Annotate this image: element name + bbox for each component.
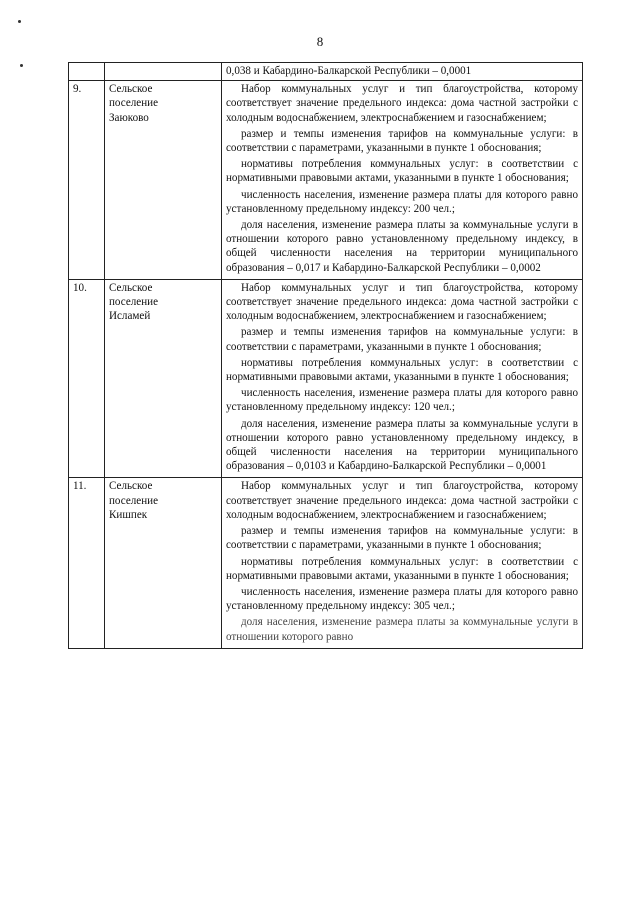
paragraph: доля населения, изменение размера платы за коммунальные услуги в отношении которого равно установленному предельному индексу, в общей численности населения на территории муниципального образования – 0,017 и Кабардино-Балкарской Республики – 0,0002: [226, 219, 578, 274]
row-number-cell: 11.: [69, 478, 105, 648]
paragraph: численность населения, изменение размера платы для которого равно установленному предельному индексу: 305 чел.;: [226, 585, 578, 613]
row-number-cell: 9.: [69, 81, 105, 280]
table-row: [69, 81, 583, 280]
settlement-name-line: Сельское: [109, 83, 153, 96]
table-row: [69, 279, 583, 478]
paragraph: нормативы потребления коммунальных услуг: в соответствии с нормативными правовыми актами, указанными в пункте 1 обоснования;: [226, 555, 578, 582]
table-row: [69, 63, 583, 81]
description-cell: [222, 279, 583, 478]
document-table: [68, 62, 583, 649]
settlement-name-line: поселение: [109, 494, 159, 507]
paragraph: Набор коммунальных услуг и тип благоустройства, которому соответствует значение предельного индекса: дома частной застройки с холодным водоснабжением, электроснабжением и газоснабжением;: [226, 281, 578, 323]
paragraph: нормативы потребления коммунальных услуг: в соответствии с нормативными правовыми актами, указанными в пункте 1 обоснования;: [226, 158, 578, 185]
paragraph: Набор коммунальных услуг и тип благоустройства, которому соответствует значение предельного индекса: дома частной застройки с холодным водоснабжением, электроснабжением и газоснабжением;: [226, 480, 578, 521]
paragraph: численность населения, изменение размера платы для которого равно установленному предельному индексу: 120 чел.;: [226, 387, 578, 414]
row-number-cell: 10.: [69, 279, 105, 478]
settlement-name-line: Сельское: [109, 480, 153, 493]
paragraph: размер и темпы изменения тарифов на коммунальные услуги: в соответствии с параметрами, указанными в пункте 1 обоснования;: [226, 326, 578, 353]
settlement-name-line: Сельское: [109, 281, 153, 294]
settlement-name-line: поселение: [109, 296, 159, 309]
table-row: [69, 478, 583, 648]
paragraph: нормативы потребления коммунальных услуг: в соответствии с нормативными правовыми актами, указанными в пункте 1 обоснования;: [226, 356, 578, 384]
paragraph-continuation: 0,038 и Кабардино-Балкарской Республики – 0,0001: [226, 65, 472, 77]
settlement-name-cell: [105, 478, 222, 648]
page-number: 8: [316, 34, 324, 49]
description-cell: [222, 63, 583, 81]
settlement-name-cell: [105, 279, 222, 478]
paragraph: численность населения, изменение размера платы для которого равно установленному предельному индексу: 200 чел.;: [226, 188, 578, 215]
paragraph: Набор коммунальных услуг и тип благоустройства, которому соответствует значение предельного индекса: дома частной застройки с холодным водоснабжением, электроснабжением и газоснабжением;: [226, 83, 578, 124]
paragraph: размер и темпы изменения тарифов на коммунальные услуги: в соответствии с параметрами, указанными в пункте 1 обоснования;: [226, 525, 578, 552]
settlement-name-line: Исламей: [109, 310, 151, 323]
settlement-name-cell: [105, 63, 222, 81]
paragraph: размер и темпы изменения тарифов на коммунальные услуги: в соответствии с параметрами, указанными в пункте 1 обоснования;: [226, 127, 578, 155]
scan-speck: [18, 20, 21, 23]
settlement-name-line: поселение: [109, 97, 159, 110]
description-cell: [222, 478, 583, 648]
paragraph: доля населения, изменение размера платы за коммунальные услуги в отношении которого равно установленному предельному индексу, в общей численности населения на территории муниципального образования – 0,0103 и Кабардино-Балкарской Республики – 0,0001: [226, 417, 578, 473]
settlement-name-line: Кишпек: [109, 508, 148, 521]
settlement-name-line: Заюково: [109, 111, 149, 124]
settlement-name-cell: [105, 81, 222, 280]
description-cell: [222, 81, 583, 280]
paragraph: доля населения, изменение размера платы за коммунальные услуги в отношении которого равно: [226, 616, 578, 643]
scan-speck: [20, 64, 23, 67]
row-number-cell: [69, 63, 105, 81]
